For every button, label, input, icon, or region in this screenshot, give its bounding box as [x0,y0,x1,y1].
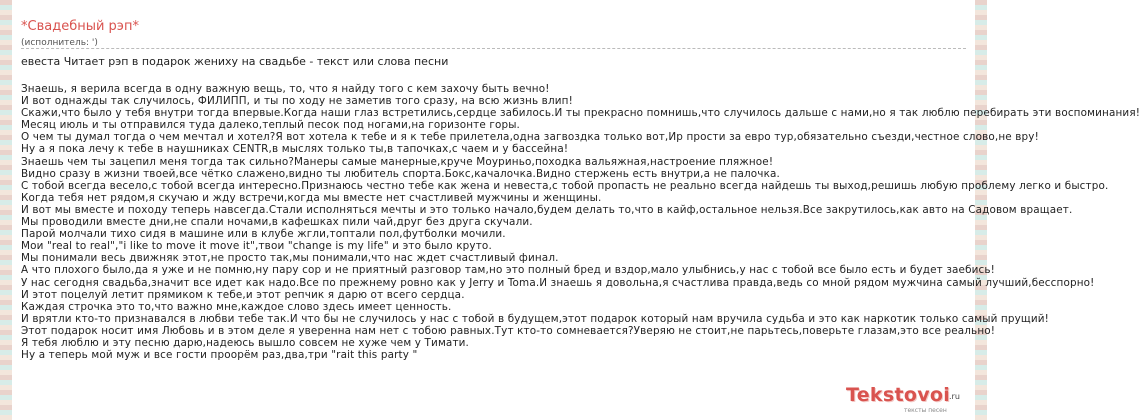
song-content [21,0,1140,420]
lyric-line: И врятли кто-то признавался в любви тебе так.И что бы не случилось у нас с тобой в будущем,этот подарок который нам вручила судьба и это как наркотик только самый прущий! [21,312,1049,325]
logo-name: Tekstovoi [846,384,951,406]
divider [21,48,966,49]
lyric-line: Знаешь чем ты зацепил меня тогда так сильно?Манеры самые манерные,круче Моуриньо,походка вальяжная,настроение пляжное! [21,155,774,168]
lyric-line: И этот поцелуй летит прямиком к тебе,и этот репчик я дарю от всего сердца. [21,288,465,301]
lyric-line: Ну а я пока лечу к тебе в наушниках CENTR,в мыслях только ты,в тапочках,с чаем и у бассейна! [21,143,569,156]
lyric-line: У нас сегодня свадьба,значит все идет как надо.Все по прежнему ровно как у Jerry и Toma.И знаешь я довольна,я счастлива правда,ведь со мной рядом мужчина самый лучший,бесспорно! [21,276,1095,289]
lyric-line: И вот мы вместе и походу теперь навсегда.Стали исполняться мечты и это только начало,будем делать то,что в кайф,остальное нельзя.Все закрутилось,как авто на Садовом вращает. [21,203,1073,216]
song-subtitle: евеста Читает рэп в подарок жениху на свадьбе - текст или слова песни [21,55,449,68]
lyric-line: Ну а теперь мой муж и все гости проорём раз,два,три "rait this party " [21,349,418,362]
lyric-line: Когда тебя нет рядом,я скучаю и жду встречи,когда мы вместе нет счастливей мужчины и женщины. [21,191,602,204]
lyric-line: Мы проводили вместе дни,не спали ночами,в кафешках пили чай,друг без друга скучали. [21,216,533,229]
lyric-line: А что плохого было,да я уже и не помню,ну пару сор и не приятный разговор там,но это полный бред и вздор,мало улыбнись,у нас с тобой все было есть и будет заебись! [21,264,995,277]
decorative-left-border [0,0,12,420]
lyric-line: Я тебя люблю и эту песню дарю,надеюсь вышло совсем не хуже чем у Тимати. [21,336,470,349]
lyrics-block [21,83,1140,362]
logo-tld: .ru [949,392,960,401]
lyric-line: Скажи,что было у тебя внутри тогда впервые.Когда наши глаз встретились,сердце забилось.И ты прекрасно помнишь,что случилось дальше с нами,но я так люблю перебирать эти воспоминания! [21,107,1140,120]
lyric-line: Мои "real to real","i like to move it move it",твои "change is my life" и это было круто. [21,240,492,253]
lyric-line: Каждая строчка это то,что важно мне,каждое слово здесь имеет ценность. [21,300,452,313]
lyric-line: О чем ты думал тогда о чем мечтал и хотел?Я вот хотела к тебе и я к тебе прилетела,одна загвоздка только вот,Ир прости за евро тур,обязательно съезди,честное слово,не вру! [21,131,1039,144]
performer-line: (исполнитель: ') [21,38,98,48]
logo-tagline: тексты песен [904,407,947,414]
lyric-line: Месяц июль и ты отправился туда далеко,теплый песок под ногами,на горизонте горы. [21,119,521,132]
site-logo[interactable] [846,384,976,416]
lyric-line: Видно сразу в жизни твоей,все чётко слажено,видно ты любитель спорта.Бокс,качалочка.Видно стержень есть внутри,а не палочка. [21,167,780,180]
song-title: *Свадебный рэп* [21,19,139,34]
lyric-line: Знаешь, я верила всегда в одну важную вещь, то, что я найду того с кем захочу быть вечно! [21,83,550,95]
lyric-line: И вот однажды так случилось, ФИЛИПП, и ты по ходу не заметив того сразу, на всю жизнь влип! [21,95,573,108]
lyric-line: Этот подарок носит имя Любовь и в этом деле я уверенна нам нет с тобою равных.Тут кто-то сомневается?Уверяю не стоит,не парьтесь,поверьте глазам,это все реально! [21,324,996,337]
lyric-line: С тобой всегда весело,с тобой всегда интересно.Признаюсь честно тебе как жена и невеста,с тобой пропасть не реально всегда найдешь ты выход,решишь любую проблему легко и быстро. [21,179,1109,192]
lyric-line: Парой молчали тихо сидя в машине или в клубе жгли,топтали пол,футболки мочили. [21,228,506,241]
lyric-line: Мы понимали весь движняк этот,не просто так,мы понимали,что нас ждет счастливый финал. [21,252,559,265]
